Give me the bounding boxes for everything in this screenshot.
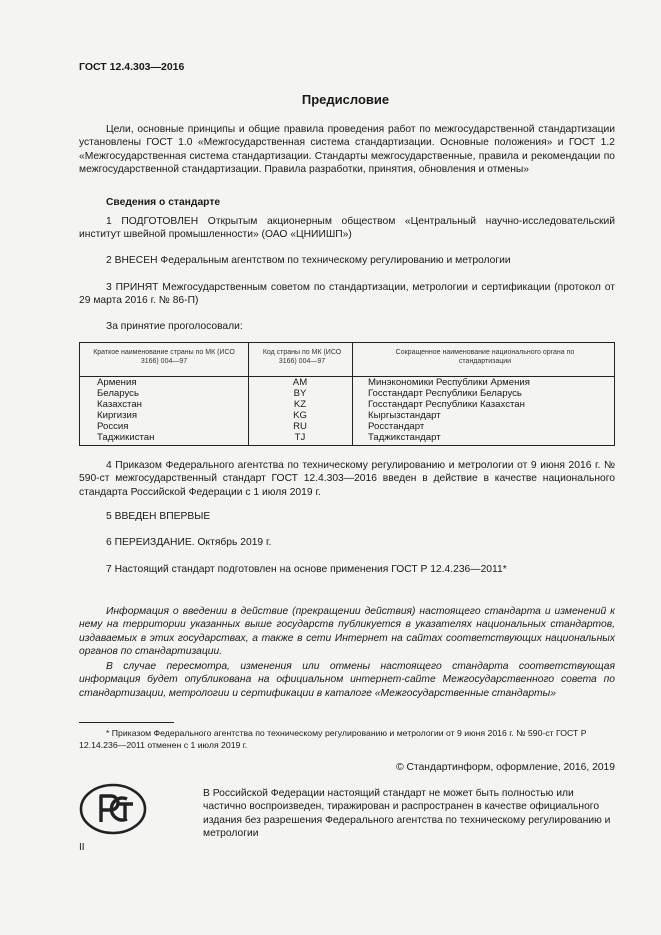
cell-country: Казахстан (97, 399, 142, 410)
table-header-code: Код страны по МК (ИСО 3166) 004—97 (262, 349, 342, 365)
footnote: * Приказом Федерального агентства по техническому регулированию и метрологии от 9 июня 2016 г. № 590-ст ГОСТ Р 12.14.236—2011 отменен с 1 июля 2019 г. (79, 728, 587, 750)
cell-code: RU (293, 421, 307, 432)
item-6: 6 ПЕРЕИЗДАНИЕ. Октябрь 2019 г. (106, 537, 272, 548)
cell-code: KZ (293, 399, 307, 410)
info-paragraph-2: В случае пересмотра, изменения или отмены настоящего стандарта соответствующая информация будет опубликована на официальном интернет-сайте Межгосударственного совета по стандартизации, метрологии и сертификации в каталоге «Межгосударственные стандарты» (79, 661, 615, 699)
cell-country: Беларусь (97, 388, 139, 399)
cell-code: BY (293, 388, 307, 399)
cell-authority: Таджикстандарт (368, 432, 441, 443)
copyright: © Стандартинформ, оформление, 2016, 2019 (396, 762, 615, 773)
cell-country: Россия (97, 421, 129, 432)
cell-authority: Госстандарт Республики Казахстан (368, 399, 525, 410)
page-title: Предисловие (301, 92, 390, 107)
item-4: 4 Приказом Федерального агентства по техническому регулированию и метрологии от 9 июня 2016 г. № 590-ст межгосударственный стандарт ГОСТ 12.4.303—2016 введен в действие в качестве национального стандарта Российской Федерации с 1 июля 2019 г. (79, 460, 615, 498)
item-1: 1 ПОДГОТОВЛЕН Открытым акционерным обществом «Центральный научно-исследовательский институт швейной промышленности» (ОАО «ЦНИИШП») (79, 216, 615, 241)
item-5: 5 ВВЕДЕН ВПЕРВЫЕ (106, 511, 211, 522)
item-3: 3 ПРИНЯТ Межгосударственным советом по стандартизации, метрологии и сертификации (протокол от 29 марта 2016 г. № 86-П) (79, 282, 615, 307)
table-header-country: Краткое наименование страны по МК (ИСО 3166) 004—97 (93, 349, 235, 365)
cell-code: TJ (294, 432, 306, 443)
item-2: 2 ВНЕСЕН Федеральным агентством по техническому регулированию и метрологии (106, 255, 511, 266)
table-header-authority: Сокращенное наименование национального органа по стандартизации (395, 349, 575, 365)
voted-label: За принятие проголосовали: (106, 321, 243, 332)
cell-authority: Росстандарт (368, 421, 425, 432)
cell-country: Киргизия (97, 410, 138, 421)
cell-country: Армения (97, 377, 137, 388)
countries-table (79, 342, 615, 446)
cell-code: AM (292, 377, 308, 388)
info-paragraph-1: Информация о введении в действие (прекращении действия) настоящего стандарта и изменений к нему на территории указанных выше государств публикуется в указателях национальных стандартов, издаваемых в этих государствах, а также в сети Интернет на сайтах соответствующих национальных органов по стандартизации. (79, 606, 615, 658)
cell-authority: Госстандарт Республики Беларусь (368, 388, 522, 399)
cell-authority: Минэкономики Республики Армения (368, 377, 530, 388)
rst-logo-icon (79, 783, 147, 835)
page-number: II (79, 842, 85, 853)
cell-country: Таджикистан (97, 432, 155, 443)
cell-authority: Кыргызстандарт (368, 410, 441, 421)
reproduction-notice: В Российской Федерации настоящий стандарт не может быть полностью или частично воспроизведен, тиражирован и распространен в качестве официального издания без разрешения Федерального агентства по техническому регулированию и метрологии (203, 788, 611, 840)
intro-paragraph: Цели, основные принципы и общие правила проведения работ по межгосударственной стандартизации установлены ГОСТ 1.0 «Межгосударственная система стандартизации. Основные положения» и ГОСТ 1.2 «Межгосударственная система стандартизации. Стандарты межгосударственные, правила и рекомендации по межгосударственной стандартизации. Правила разработки, принятия, обновления и отмены» (79, 124, 615, 176)
section-title: Сведения о стандарте (106, 197, 221, 208)
item-7: 7 Настоящий стандарт подготовлен на основе применения ГОСТ Р 12.4.236—2011* (106, 564, 507, 575)
cell-code: KG (293, 410, 307, 421)
footnote-divider (79, 722, 174, 723)
document-code: ГОСТ 12.4.303—2016 (79, 61, 185, 73)
